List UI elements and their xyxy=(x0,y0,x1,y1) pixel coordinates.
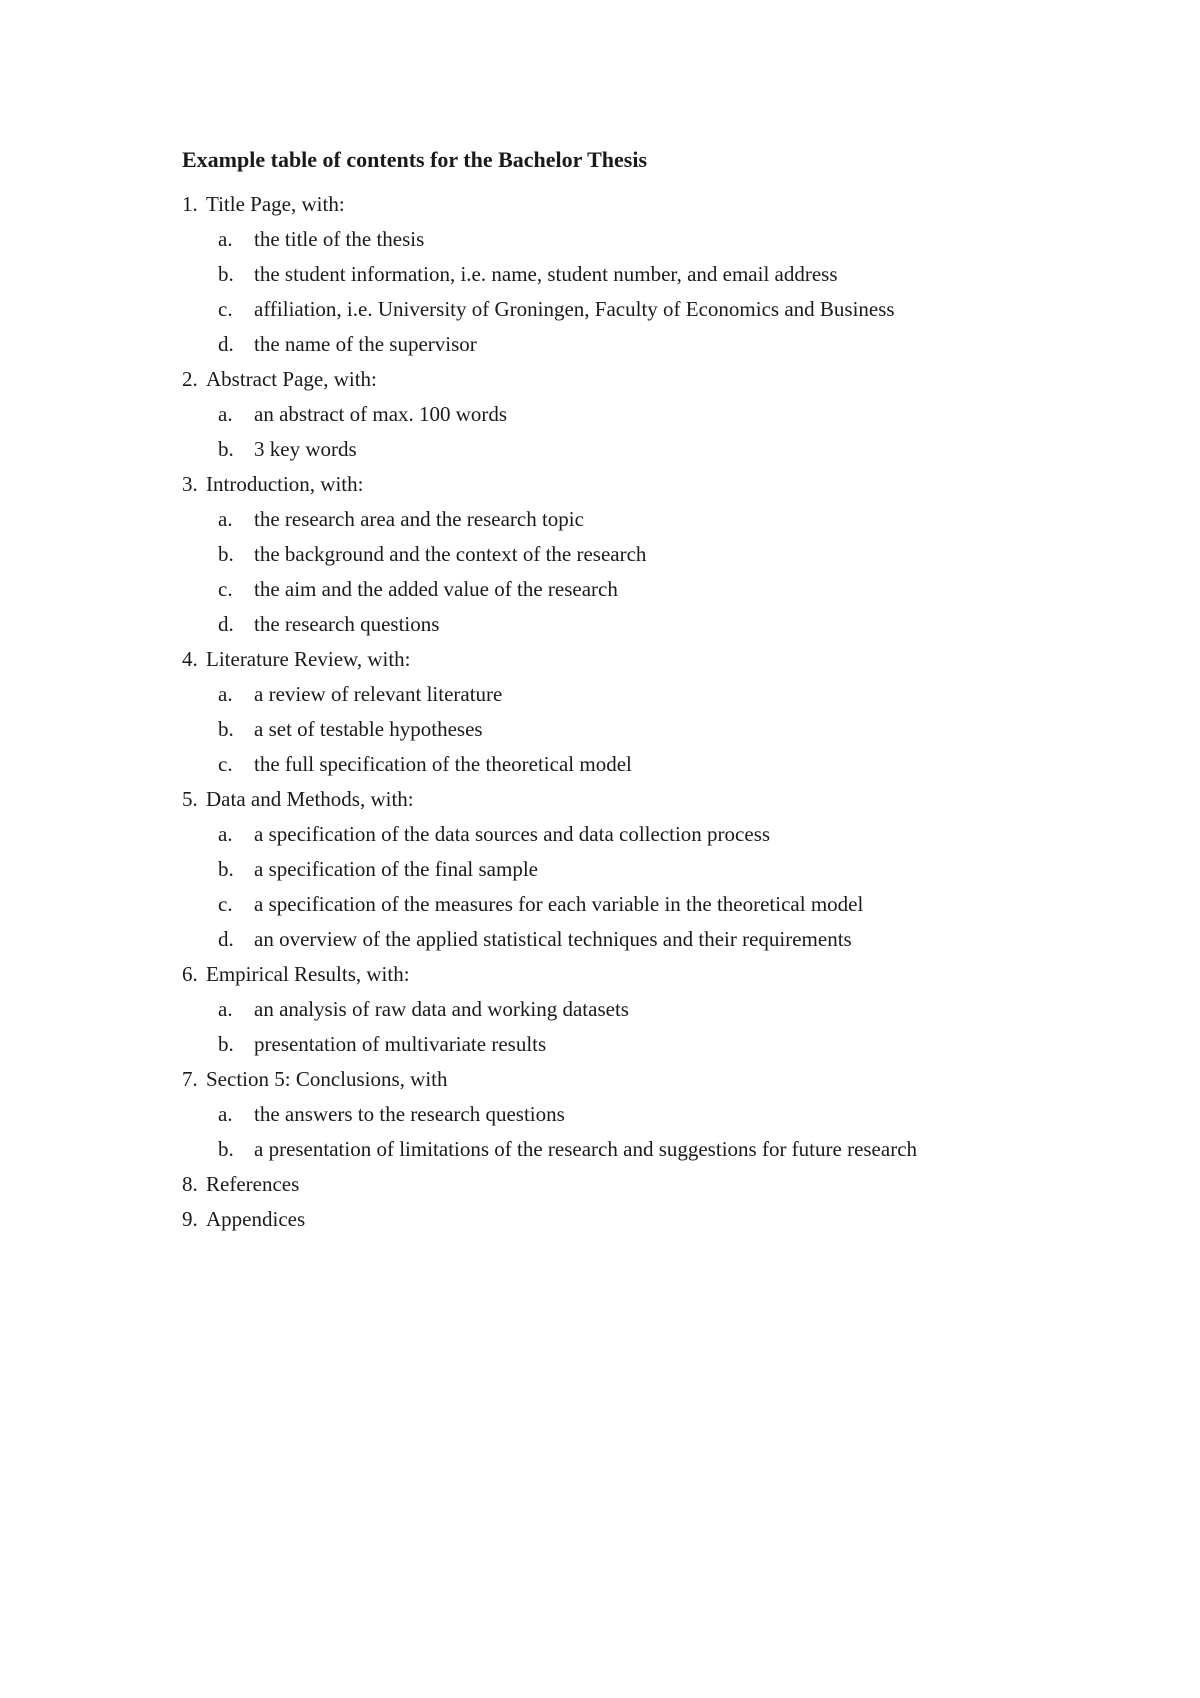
subitem-text: presentation of multivariate results xyxy=(254,1032,547,1056)
subitem-letter: c. xyxy=(218,297,233,321)
toc-section xyxy=(182,782,1182,817)
subitem-letter: a. xyxy=(218,227,233,251)
section-number: 4. xyxy=(182,647,198,671)
section-number: 5. xyxy=(182,787,198,811)
section-number: 7. xyxy=(182,1067,198,1091)
toc-subitem xyxy=(182,677,1182,712)
subitem-text: an abstract of max. 100 words xyxy=(254,402,508,426)
toc-subitem xyxy=(182,222,1182,257)
subitem-letter: b. xyxy=(218,1137,234,1161)
subitem-text: a set of testable hypotheses xyxy=(254,717,483,741)
toc-subitem xyxy=(182,257,1182,292)
section-number: 1. xyxy=(182,192,198,216)
toc-subitem xyxy=(182,1097,1182,1132)
subitem-letter: c. xyxy=(218,892,233,916)
section-number: 9. xyxy=(182,1207,198,1231)
toc-section xyxy=(182,1202,1182,1237)
section-label: Appendices xyxy=(206,1207,306,1231)
subitem-letter: a. xyxy=(218,822,233,846)
subitem-letter: b. xyxy=(218,542,234,566)
subitem-text: a specification of the measures for each variable in the theoretical model xyxy=(254,892,864,916)
subitem-text: a specification of the final sample xyxy=(254,857,538,881)
section-label: Section 5: Conclusions, with xyxy=(206,1067,448,1091)
subitem-letter: a. xyxy=(218,1102,233,1126)
subitem-text: the full specification of the theoretical model xyxy=(254,752,632,776)
subitem-letter: b. xyxy=(218,437,234,461)
toc-subitem xyxy=(182,747,1182,782)
toc-subitem xyxy=(182,1132,1182,1167)
toc-section xyxy=(182,642,1182,677)
section-label: Literature Review, with: xyxy=(206,647,411,671)
section-label: Abstract Page, with: xyxy=(206,367,377,391)
subitem-text: the name of the supervisor xyxy=(254,332,477,356)
toc-section xyxy=(182,187,1182,222)
subitem-letter: a. xyxy=(218,682,233,706)
section-label: References xyxy=(206,1172,300,1196)
toc-subitem xyxy=(182,502,1182,537)
toc-subitem xyxy=(182,712,1182,747)
section-number: 2. xyxy=(182,367,198,391)
subitem-letter: d. xyxy=(218,612,234,636)
subitem-text: the student information, i.e. name, student number, and email address xyxy=(254,262,838,286)
subitem-text: 3 key words xyxy=(254,437,357,461)
toc-section xyxy=(182,362,1182,397)
subitem-text: the answers to the research questions xyxy=(254,1102,565,1126)
subitem-letter: d. xyxy=(218,927,234,951)
subitem-letter: b. xyxy=(218,717,234,741)
subitem-text: a presentation of limitations of the research and suggestions for future research xyxy=(254,1137,918,1161)
subitem-text: an overview of the applied statistical techniques and their requirements xyxy=(254,927,852,951)
toc-subitem xyxy=(182,397,1182,432)
subitem-letter: b. xyxy=(218,1032,234,1056)
toc-subitem xyxy=(182,607,1182,642)
toc-subitem xyxy=(182,887,1182,922)
section-label: Title Page, with: xyxy=(206,192,345,216)
toc-subitem xyxy=(182,852,1182,887)
section-label: Empirical Results, with: xyxy=(206,962,410,986)
subitem-text: the background and the context of the research xyxy=(254,542,647,566)
toc-subitem xyxy=(182,292,1182,327)
toc-subitem xyxy=(182,537,1182,572)
subitem-letter: a. xyxy=(218,997,233,1021)
subitem-text: a review of relevant literature xyxy=(254,682,503,706)
subitem-letter: b. xyxy=(218,857,234,881)
subitem-letter: c. xyxy=(218,577,233,601)
subitem-letter: b. xyxy=(218,262,234,286)
subitem-text: the title of the thesis xyxy=(254,227,425,251)
toc-subitem xyxy=(182,992,1182,1027)
toc-section xyxy=(182,1167,1182,1202)
document-title: Example table of contents for the Bachelor Thesis xyxy=(182,147,648,172)
subitem-text: affiliation, i.e. University of Groningen, Faculty of Economics and Business xyxy=(254,297,895,321)
toc-subitem xyxy=(182,922,1182,957)
section-number: 8. xyxy=(182,1172,198,1196)
section-label: Data and Methods, with: xyxy=(206,787,414,811)
subitem-letter: a. xyxy=(218,402,233,426)
toc-section xyxy=(182,1062,1182,1097)
subitem-text: the aim and the added value of the research xyxy=(254,577,618,601)
toc-section xyxy=(182,957,1182,992)
section-number: 3. xyxy=(182,472,198,496)
section-label: Introduction, with: xyxy=(206,472,364,496)
toc-subitem xyxy=(182,327,1182,362)
subitem-text: a specification of the data sources and data collection process xyxy=(254,822,771,846)
subitem-letter: c. xyxy=(218,752,233,776)
subitem-text: an analysis of raw data and working datasets xyxy=(254,997,629,1021)
subitem-text: the research area and the research topic xyxy=(254,507,584,531)
subitem-letter: a. xyxy=(218,507,233,531)
table-of-contents xyxy=(182,187,1182,1237)
toc-section xyxy=(182,467,1182,502)
subitem-text: the research questions xyxy=(254,612,440,636)
toc-subitem xyxy=(182,432,1182,467)
subitem-letter: d. xyxy=(218,332,234,356)
toc-subitem xyxy=(182,817,1182,852)
section-number: 6. xyxy=(182,962,198,986)
toc-subitem xyxy=(182,572,1182,607)
toc-subitem xyxy=(182,1027,1182,1062)
